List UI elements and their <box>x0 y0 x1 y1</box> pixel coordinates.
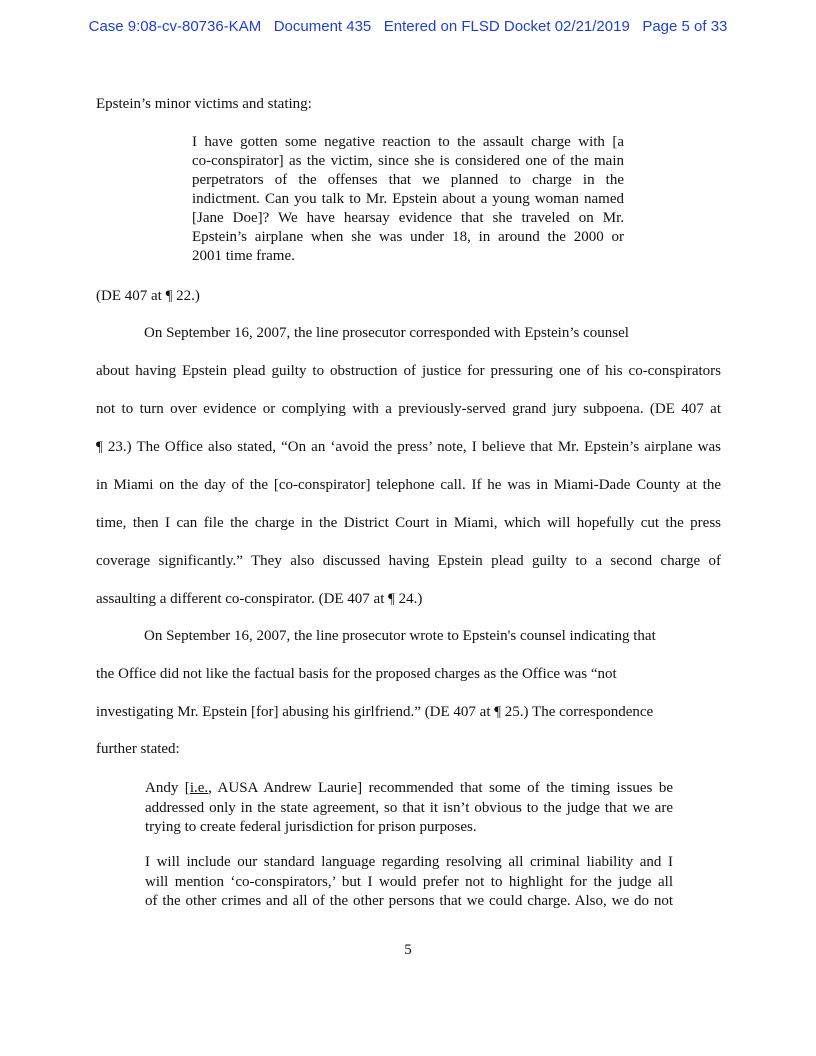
para2-line: assaulting a different co-conspirator. (DE 407 at ¶ 24.) <box>96 591 423 607</box>
ie-underlined: i.e. <box>189 780 209 796</box>
block-quote-2-para-1 <box>145 779 673 838</box>
para3-line: further stated: <box>96 741 180 757</box>
quote1-line: [Jane Doe]? We have hearsay evidence that she traveled on Mr. <box>192 210 624 226</box>
quote2-line: will mention ‘co-conspirators,’ but I would prefer not to highlight for the judge all <box>145 873 673 890</box>
para2-line: ¶ 23.) The Office also stated, “On an ‘avoid the press’ note, I believe that Mr. Epstein’s airplane was <box>96 439 721 455</box>
docket-entry: Entered on FLSD Docket 02/21/2019 <box>383 18 630 35</box>
citation-1: (DE 407 at ¶ 22.) <box>96 288 200 304</box>
para2-line: coverage significantly.” They also discussed having Epstein plead guilty to a second charge of <box>96 553 721 569</box>
para2-line: in Miami on the day of the [co-conspirator] telephone call. If he was in Miami-Dade County at the <box>96 477 721 493</box>
para3-line: On September 16, 2007, the line prosecutor wrote to Epstein's counsel indicating that <box>144 628 656 644</box>
docket-header <box>0 18 816 35</box>
quote1-line: I have gotten some negative reaction to the assault charge with [a <box>192 134 624 150</box>
quote2-line: I will include our standard language regarding resolving all criminal liability and I <box>145 854 673 870</box>
page-indicator: Page 5 of 33 <box>642 18 728 35</box>
para3-line: the Office did not like the factual basis for the proposed charges as the Office was “not <box>96 666 617 682</box>
page-number: 5 <box>404 942 412 958</box>
quote2-line: addressed only in the state agreement, so that it isn’t obvious to the judge that we are <box>145 799 673 816</box>
block-quote-1 <box>192 133 624 266</box>
para2-line: about having Epstein plead guilty to obstruction of justice for pressuring one of his co-conspirators <box>96 363 721 379</box>
quote1-line: 2001 time frame. <box>192 248 295 264</box>
quote1-line: co-conspirator] as the victim, since she is considered one of the main <box>192 153 624 169</box>
para3-line: investigating Mr. Epstein [for] abusing his girlfriend.” (DE 407 at ¶ 25.) The correspondence <box>96 704 654 720</box>
para2-line: On September 16, 2007, the line prosecutor corresponded with Epstein’s counsel <box>144 325 629 341</box>
quote1-line: perpetrators of the offenses that we planned to charge in the <box>192 172 624 188</box>
quote1-line: indictment. Can you talk to Mr. Epstein about a young woman named <box>192 191 624 207</box>
quote2-line: of the other crimes and all of the other persons that we could charge. Also, we do not <box>145 893 673 909</box>
para2-line: not to turn over evidence or complying with a previously-served grand jury subpoena. (DE 407 at <box>96 401 721 417</box>
document-number: Document 435 <box>273 18 372 35</box>
intro-line: Epstein’s minor victims and stating: <box>96 96 312 112</box>
quote1-line: Epstein’s airplane when she was under 18, in around the 2000 or <box>192 229 624 245</box>
quote2-line: Andy [i.e., AUSA Andrew Laurie] recommended that some of the timing issues be <box>145 780 674 796</box>
quote2-line: trying to create federal jurisdiction for prison purposes. <box>145 819 477 835</box>
case-number: Case 9:08-cv-80736-KAM <box>88 18 262 35</box>
para2-line: time, then I can file the charge in the District Court in Miami, which will hopefully cut the press <box>96 515 721 531</box>
block-quote-2-para-2 <box>145 853 673 912</box>
